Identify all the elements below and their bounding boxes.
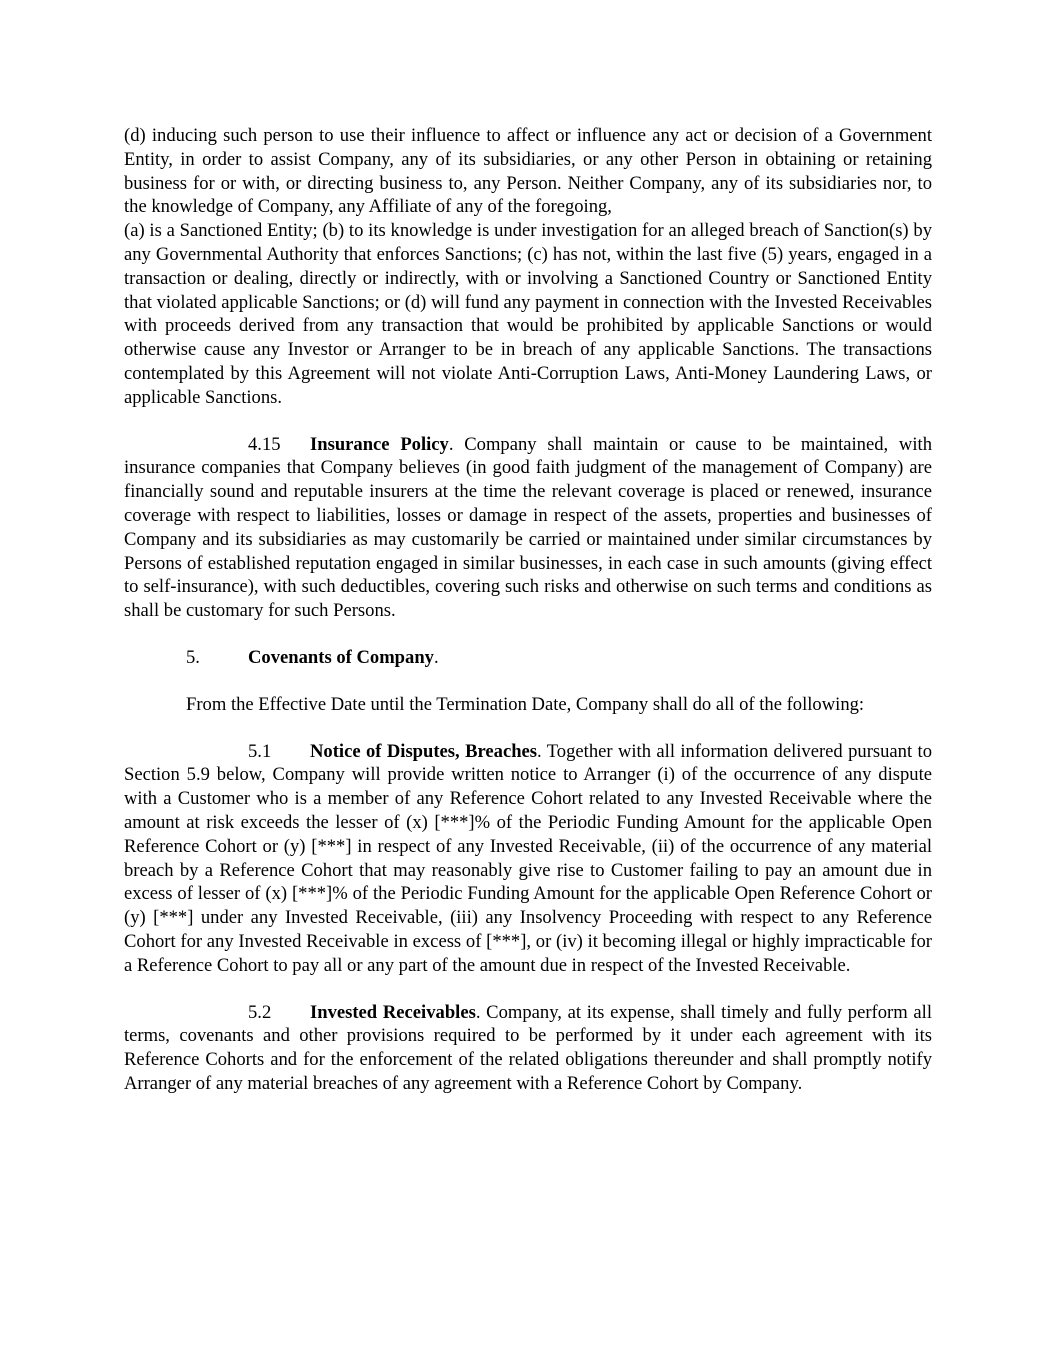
section-5-1-title: Notice of Disputes, Breaches <box>310 740 538 762</box>
section-5-title: Covenants of Company <box>248 646 434 668</box>
section-5-intro: From the Effective Date until the Termination Date, Company shall do all of the following: <box>186 693 865 715</box>
paragraph-d-part1: (d) inducing such person to use their influence to affect or influence any act or decision of a Government Entity, in order to assist Company, any of its subsidiaries, or any other Person in obtaining or retaining business for or with, or directing business to, any Person. Neither Company, any of its subsidiaries nor, to the knowledge of Company, any Affiliate of any of the foregoing, <box>124 125 932 218</box>
section-5-2 <box>124 1001 932 1096</box>
section-5-1-number: 5.1 <box>248 740 272 762</box>
section-4-15-indent <box>124 434 248 455</box>
section-5-heading <box>124 646 932 670</box>
section-5-2-number: 5.2 <box>248 1001 272 1023</box>
section-5-1 <box>124 740 932 978</box>
section-5-number: 5. <box>186 646 200 668</box>
section-5-title-suffix: . <box>433 646 439 668</box>
section-5-2-title: Invested Receivables <box>310 1001 476 1023</box>
paragraph-d-part2: (a) is a Sanctioned Entity; (b) to its knowledge is under investigation for an alleged breach of Sanction(s) by any Governmental Authority that enforces Sanctions; (c) has not, within the last five (5) years, engaged in a transaction or dealing, directly or indirectly, with or involving a Sanctioned Country or Sanctioned Entity that violated applicable Sanctions; or (d) will fund any payment in connection with the Invested Receivables with proceeds derived from any transaction that would be prohibited by applicable Sanctions or would otherwise cause any Investor or Arranger to be in breach of any applicable Sanctions. The transactions contemplated by this Agreement will not violate Anti-Corruption Laws, Anti-Money Laundering Laws, or applicable Sanctions. <box>124 220 932 408</box>
section-5-2-indent <box>124 1002 248 1023</box>
section-4-15-body: . Company shall maintain or cause to be maintained, with insurance companies that Company believes (in good faith judgment of the management of Company) are financially sound and reputable insurers at the time the relevant coverage is placed or renewed, insurance coverage with respect to liabilities, losses or damage in respect of the assets, properties and businesses of Company and its subsidiaries as may customarily be carried or maintained under similar circumstances by Persons of established reputation engaged in similar businesses, in each case in such amounts (giving effect to self-insurance), with such deductibles, covering such risks and otherwise on such terms and conditions as shall be customary for such Persons. <box>124 433 932 622</box>
section-4-15-number: 4.15 <box>248 433 281 455</box>
section-4-15 <box>124 433 932 623</box>
section-5-2-body: . Company, at its expense, shall timely and fully perform all terms, covenants and other provisions required to be performed by it under each agreement with its Reference Cohorts and for the enforcement of the related obligations thereunder and shall promptly notify Arranger of any material breaches of any agreement with a Reference Cohort by Company. <box>124 1001 932 1094</box>
document-page <box>124 124 932 1119</box>
section-5-1-body: . Together with all information delivered pursuant to Section 5.9 below, Company will provide written notice to Arranger (i) of the occurrence of any dispute with a Customer who is a member of any Reference Cohort related to any Invested Receivable where the amount at risk exceeds the lesser of (x) [***]% of the Periodic Funding Amount for the applicable Open Reference Cohort or (y) [***] in respect of any Invested Receivable, (ii) of the occurrence of any material breach by a Reference Cohort that may reasonably give rise to Customer failing to pay an amount due in excess of lesser of (x) [***]% of the Periodic Funding Amount for the applicable Open Reference Cohort or (y) [***] under any Invested Receivable, (iii) any Insolvency Proceeding with respect to any Reference Cohort for any Invested Receivable in excess of [***], or (iv) it becoming illegal or highly impracticable for a Reference Cohort to pay all or any part of the amount due in respect of the Invested Receivable. <box>124 740 932 976</box>
section-4-15-title: Insurance Policy <box>310 433 449 455</box>
section-5-1-indent <box>124 741 248 762</box>
